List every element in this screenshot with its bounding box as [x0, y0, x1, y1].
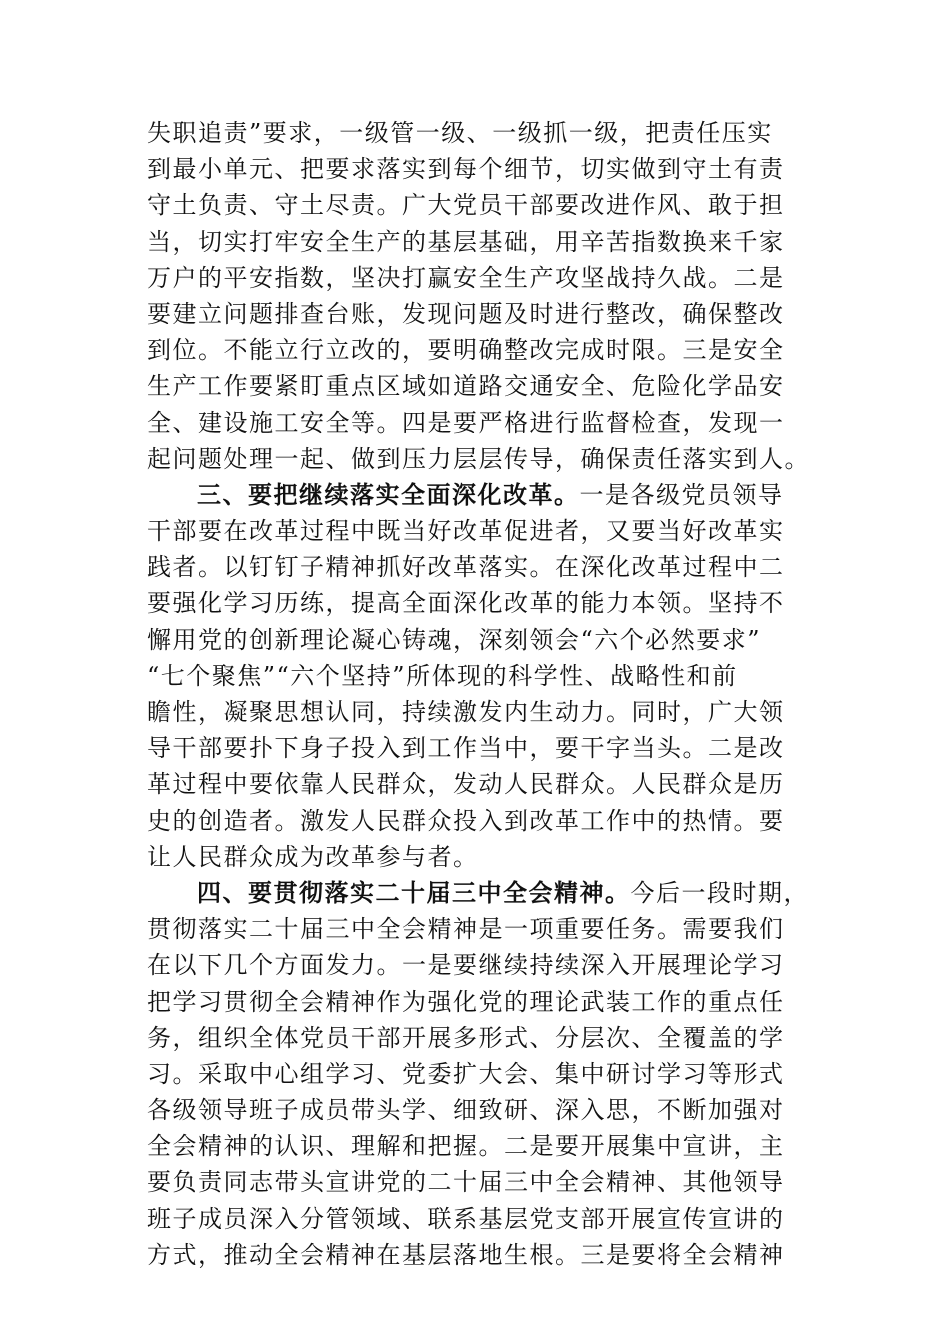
text-line: 让人民群众成为改革参与者。: [147, 842, 479, 871]
text-line: 万户的平安指数，坚决打赢安全生产攻坚战持久战。二是: [147, 263, 785, 292]
text-line: 起问题处理一起、做到压力层层传导，确保责任落实到人。: [147, 444, 810, 473]
text-line: 在以下几个方面发力。一是要继续持续深入开展理论学习: [147, 951, 785, 980]
text-line: 要强化学习历练，提高全面深化改革的能力本领。坚持不: [147, 589, 785, 618]
text-line: 全会精神的认识、理解和把握。二是要开展集中宣讲，主: [147, 1132, 785, 1161]
text-line: 贯彻落实二十届三中全会精神是一项重要任务。需要我们: [147, 915, 785, 944]
text-line: 史的创造者。激发人民群众投入到改革工作中的热情。要: [147, 806, 785, 835]
text-line: 把学习贯彻全会精神作为强化党的理论武装工作的重点任: [147, 987, 785, 1016]
text-line: 导干部要扑下身子投入到工作当中，要干字当头。二是改: [147, 734, 785, 763]
text-line: “七个聚焦”“六个坚持”所体现的科学性、战略性和前: [147, 661, 738, 690]
document-body: [147, 115, 810, 1273]
text-line: 要负责同志带头宣讲党的二十届三中全会精神、其他领导: [147, 1168, 785, 1197]
text-line: 守土负责、守土尽责。广大党员干部要改进作风、敢于担: [147, 191, 785, 220]
text-run: 今后一段时期，: [630, 878, 809, 907]
text-line: 务，组织全体党员干部开展多形式、分层次、全覆盖的学: [147, 1023, 785, 1052]
text-line: 生产工作要紧盯重点区域如道路交通安全、危险化学品安: [147, 372, 785, 401]
text-line: 失职追责”要求，一级管一级、一级抓一级，把责任压实: [147, 119, 773, 147]
text-line: 习。采取中心组学习、党委扩大会、集中研讨学习等形式: [147, 1059, 785, 1088]
text-line: 懈用党的创新理论凝心铸魂，深刻领会“六个必然要求”: [147, 625, 762, 654]
text-run: 一是各级党员领导: [579, 480, 784, 509]
text-line: 革过程中要依靠人民群众，发动人民群众。人民群众是历: [147, 770, 785, 799]
text-line: 班子成员深入分管领域、联系基层党支部开展宣传宣讲的: [147, 1204, 785, 1233]
text-line: 方式，推动全会精神在基层落地生根。三是要将全会精神: [147, 1240, 785, 1269]
text-line: 瞻性，凝聚思想认同，持续激发内生动力。同时，广大领: [147, 698, 785, 726]
text-line: 到最小单元、把要求落实到每个细节，切实做到守土有责: [147, 155, 785, 184]
text-line: 各级领导班子成员带头学、细致研、深入思，不断加强对: [147, 1096, 785, 1125]
section-heading-three: 三、要把继续落实全面深化改革。: [197, 479, 580, 509]
section-four-first-line: [147, 875, 807, 911]
section-three-first-line: [147, 477, 807, 513]
text-line: 到位。不能立行立改的，要明确整改完成时限。三是安全: [147, 336, 785, 365]
section-heading-four: 四、要贯彻落实二十届三中全会精神。: [197, 877, 631, 907]
text-line: 践者。以钉钉子精神抓好改革落实。在深化改革过程中二: [147, 553, 785, 582]
text-line: 全、建设施工安全等。四是要严格进行监督检查，发现一: [147, 408, 785, 437]
text-line: 当，切实打牢安全生产的基层基础，用辛苦指数换来千家: [147, 227, 785, 256]
text-line: 干部要在改革过程中既当好改革促进者，又要当好改革实: [147, 517, 785, 546]
text-line: 要建立问题排查台账，发现问题及时进行整改，确保整改: [147, 299, 785, 328]
